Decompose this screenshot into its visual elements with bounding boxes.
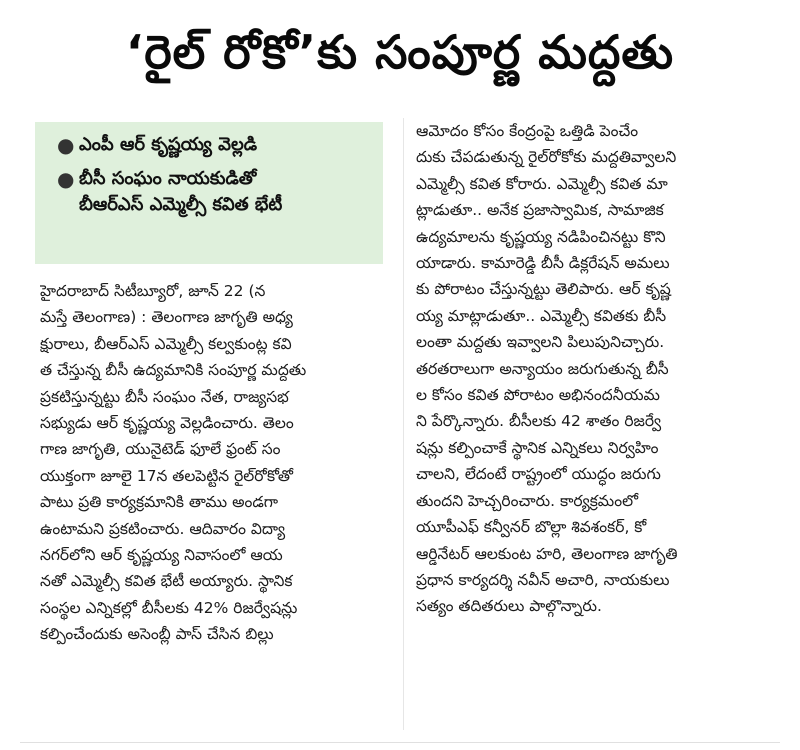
highlight-item (57, 166, 375, 218)
article-column-left: హైదరాబాద్ సిటీబ్యూరో, జూన్ 22 (న మస్తే తెలంగాణ) : తెలంగాణ జాగృతి అధ్య క్షురాలు, బీఆర్ఎస్ ఎమ్మెల్సీ కల్వకుంట్ల కవి త చేస్తున్న బీసీ ఉద్యమానికి సంపూర్ణ మద్దతు ప్రకటిస్తున్నట్టు బీసీ సంఘం నేత, రాజ్యసభ సభ్యుడు ఆర్ కృష్ణయ్య వెల్లడించారు. తెలం గాణ జాగృతి, యునైటెడ్ ఫూలే ఫ్రంట్ సం యుక్తంగా జూలై 17న తలపెట్టిన రైల్‌రోకోతో పాటు ప్రతి కార్యక్రమానికి తాము అండగా ఉంటామని ప్రకటించారు. ఆదివారం విద్యా నగర్‌లోని ఆర్ కృష్ణయ్య నివాసంలో ఆయ నతో ఎమ్మెల్సీ కవిత భేటీ అయ్యారు. స్థానిక సంస్థల ఎన్నికల్లో బీసీలకు 42% రిజర్వేషన్లు కల్పించేందుకు అసెంబ్లీ పాస్ చేసిన బిల్లు (40, 282, 307, 644)
highlight-item (57, 132, 375, 158)
highlight-text: బీసీ సంఘం నాయకుడితో బీఆర్ఎస్ ఎమ్మెల్సీ కవిత భేటీ (79, 168, 283, 215)
bottom-rule (20, 742, 780, 743)
highlights-box (35, 122, 383, 264)
bullet-icon: ● (57, 167, 75, 191)
bullet-icon: ● (57, 133, 75, 157)
headline: ‘రైల్ రోకో’కు సంపూర్ణ మద్దతు (125, 25, 675, 79)
highlight-text: ఎంపీ ఆర్ కృష్ణయ్య వెల్లడి (79, 134, 258, 155)
column-divider (403, 118, 404, 730)
article-column-right: ఆమోదం కోసం కేంద్రంపై ఒత్తిడి పెంచేం దుకు చేపడుతున్న రైల్‌రోకోకు మద్దతివ్వాలని ఎమ్మెల్సీ కవిత కోరారు. ఎమ్మెల్సీ కవిత మా ట్లాడుతూ.. అనేక ప్రజాస్వామిక, సామాజిక ఉద్యమాలను కృష్ణయ్య నడిపించినట్టు కొని యాడారు. కామారెడ్డి బీసీ డిక్లరేషన్ అమలు కు పోరాటం చేస్తున్నట్టు తెలిపారు. ఆర్ కృష్ణ య్య మాట్లాడుతూ.. ఎమ్మెల్సీ కవితకు బీసీ లంతా మద్దతు ఇవ్వాలని పిలుపునిచ్చారు. తరతరాలుగా అన్యాయం జరుగుతున్న బీసీ ల కోసం కవిత పోరాటం అభినందనీయమ ని పేర్కొన్నారు. బీసీలకు 42 శాతం రిజర్వే షన్లు కల్పించాకే స్థానిక ఎన్నికలు నిర్వహిం చాలని, లేదంటే రాష్ట్రంలో యుద్ధం జరుగు తుందని హెచ్చరించారు. కార్యక్రమంలో యూపీఎఫ్ కన్వీనర్ బొల్లా శివశంకర్, కో ఆర్డినేటర్ ఆలకుంట హరి, తెలంగాణ జాగృతి ప్రధాన కార్యదర్శి నవీన్ అచారి, నాయకులు సత్యం తదితరులు పాల్గొన్నారు. (416, 122, 678, 616)
